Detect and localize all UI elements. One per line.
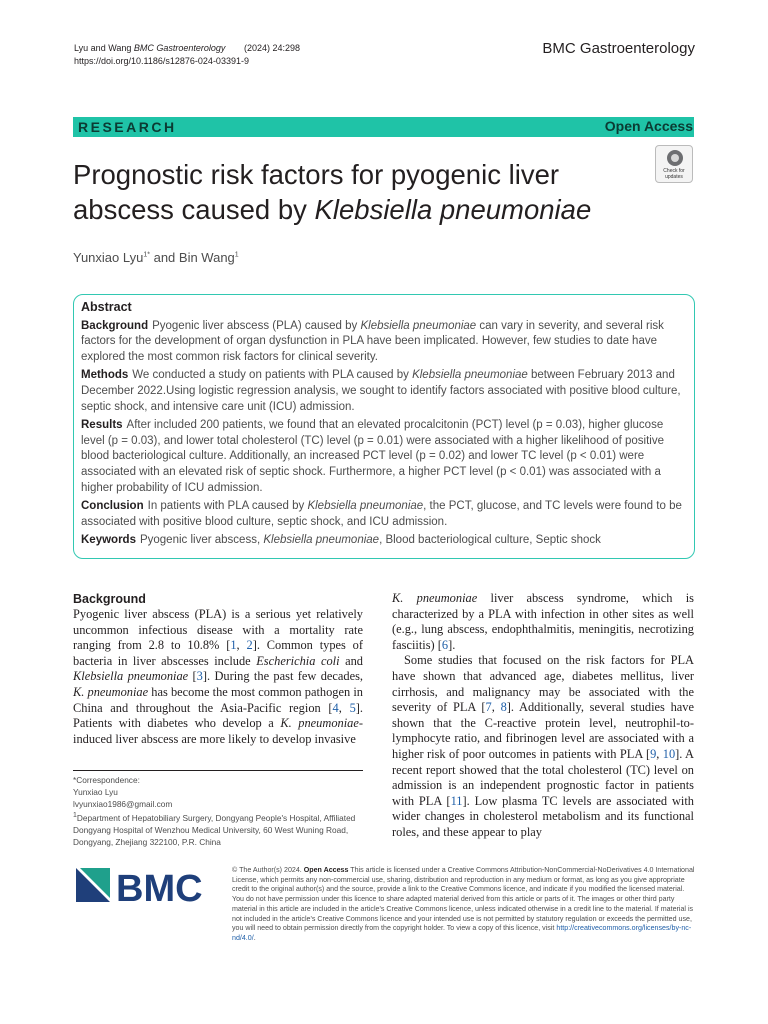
abstract xyxy=(81,300,687,552)
citation-link[interactable]: 11 xyxy=(450,793,463,808)
abstract-methods xyxy=(81,368,687,415)
citation-link[interactable]: 7 xyxy=(485,700,492,715)
species-name: Klebsiella pneumoniae xyxy=(307,500,424,513)
title-species: Klebsiella pneumoniae xyxy=(314,194,592,225)
running-header xyxy=(74,42,300,68)
affiliation-text: Department of Hepatobiliary Surgery, Dongyang People's Hospital, Affiliated Dongyang Hospital of Wenzhou Medical University, 60 West Wuning Road, Dongyang, Zhejiang 322100, P.R. China xyxy=(73,812,356,847)
license-link[interactable]: http://creativecommons.org/licenses/by-nc-nd/4.0/ xyxy=(232,924,692,942)
abstract-background xyxy=(81,319,687,366)
title-text: Prognostic risk factors for pyogenic liver abscess caused by xyxy=(73,159,560,225)
body-text: Some studies that focused on the risk factors for PLA have shown that advanced age, diabetes mellitus, liver cirrhosis, and malignancy may be associated with the severity of PLA [ xyxy=(392,653,694,715)
body-text: -induced liver abscess are more likely to develop invasive xyxy=(73,716,363,746)
species-name: Klebsiella pneumoniae xyxy=(263,534,380,547)
body-text: , xyxy=(236,638,247,653)
abstract-text: Pyogenic liver abscess (PLA) caused by xyxy=(152,319,361,332)
affiliation-sup: 1 xyxy=(73,812,77,819)
license-text: . xyxy=(253,933,256,942)
doi-link[interactable]: https://doi.org/10.1186/s12876-024-03391-9 xyxy=(74,56,249,66)
header-year-volume: (2024) 24:298 xyxy=(243,43,300,53)
bmc-logo-mark xyxy=(76,868,110,902)
keywords-label: Keywords xyxy=(81,534,136,547)
abstract-methods-label: Methods xyxy=(81,369,129,382)
abstract-conclusion-label: Conclusion xyxy=(81,500,144,513)
license-text: This article is licensed under a Creative Commons Attribution-NonCommercial-NoDerivatives 4.0 International License, which permits any non-commercial use, sharing, distribution and reproduction in any medium or format, as long as you give appropriate credit to the original author(s) and the source, provide a link to the Creative Commons licence, and indicate if you modified the licensed material. You do not have permission under this licence to share adapted material derived from this article or parts of it. The images or other third party material in this article are included in the article's Creative Commons licence, unless indicated otherwise in a credit line to the material. If material is not included in the article's Creative Commons licence and your intended use is not permitted by statutory regulation or exceeds the permitted use, you will need to obtain permission directly from the copyright holder. To view a copy of this licence, visit xyxy=(232,866,695,933)
check-for-updates-icon[interactable] xyxy=(655,145,693,183)
keywords-text: , Blood bacteriological culture, Septic shock xyxy=(379,534,601,547)
check-updates-text: Check for updates xyxy=(663,168,685,180)
body-text: , xyxy=(656,746,663,761)
correspondence-label: *Correspondence: xyxy=(73,775,140,785)
citation-link[interactable]: 8 xyxy=(500,700,507,715)
species-name: Klebsiella pneumoniae xyxy=(360,319,477,332)
abstract-text: We conducted a study on patients with PLA caused by xyxy=(132,369,413,382)
body-paragraph xyxy=(73,607,363,747)
body-text: , xyxy=(338,700,350,715)
correspondence-email[interactable]: lvyunxiao1986@gmail.com xyxy=(73,799,173,809)
abstract-text: After included 200 patients, we found that an elevated procalcitonin (PCT) level (p = 0.03), higher glucose level (p = 0.03), and lower total cholesterol (TC) level (p = 0.01) were associated with a higher likelihood of positive blood bacteriological culture. Additionally, an increased PCT level (p = 0.02) and lower TC level (p < 0.01) were associated with an elevated risk of septic shock. Furthermore, a higher PCT level (p < 0.01) was associated with a higher probability of ICU admission. xyxy=(81,419,664,494)
abstract-keywords xyxy=(81,533,687,549)
abstract-text: between February 2013 and December 2022.Using logistic regression analysis, we sought to identify factors associated with positive blood culture, septic shock, and intensive care unit (ICU) admission. xyxy=(81,369,681,413)
citation-link[interactable]: 10 xyxy=(662,746,676,761)
author-conjunction: and xyxy=(149,250,179,265)
body-text: , xyxy=(491,700,501,715)
author-name[interactable]: Bin Wang xyxy=(178,250,235,265)
bmc-logo[interactable] xyxy=(74,866,217,906)
species-name: Escherichia coli xyxy=(256,653,340,668)
body-text: ]. Patients with diabetes who develop a xyxy=(73,700,363,731)
citation-link[interactable]: 9 xyxy=(650,746,657,761)
body-text: ]. Common types of bacteria in liver abscesses include xyxy=(73,638,363,668)
abstract-background-label: Background xyxy=(81,319,149,332)
header-authors: Lyu and Wang xyxy=(74,43,132,53)
body-text: ]. xyxy=(448,637,456,652)
body-paragraph xyxy=(392,653,694,840)
author-list xyxy=(73,250,239,265)
body-text: ]. During the past few decades, xyxy=(202,669,363,684)
body-text: ]. Additionally, several studies have shown that the C-reactive protein level, neutrophil-to-lymphocyte ratio, and fibrinogen level are associated with a higher risk of poor outcomes in patients with PLA [ xyxy=(392,700,694,761)
body-text: ]. A recent report showed that the total cholesterol (TC) level on admission is an independent prognostic factor in patients with PLA [ xyxy=(392,746,694,808)
species-name: K. pneumoniae xyxy=(392,591,478,605)
section-heading: Background xyxy=(73,592,146,606)
open-access-label: Open Access xyxy=(303,866,349,874)
journal-brand: BMC Gastroenterology xyxy=(542,40,695,57)
license-notice xyxy=(232,866,698,944)
author-name[interactable]: Yunxiao Lyu xyxy=(73,250,144,265)
citation-link[interactable]: 5 xyxy=(349,700,356,715)
abstract-text: can vary in severity, and several risk factors for the development of organ dysfunction in PLA have been implicated. However, few studies to date have explored the most common risk factors for clinical severity. xyxy=(81,319,664,363)
abstract-heading: Abstract xyxy=(81,300,132,314)
citation-link[interactable]: 6 xyxy=(441,637,449,652)
body-left-column xyxy=(73,591,363,747)
affiliation xyxy=(73,810,363,848)
abstract-results xyxy=(81,418,687,496)
open-access-label: Open Access xyxy=(604,118,693,134)
citation-link[interactable]: 2 xyxy=(246,638,253,653)
body-right-column xyxy=(392,591,694,841)
species-name: Klebsiella pneumoniae xyxy=(73,669,189,684)
citation-link[interactable]: 3 xyxy=(196,669,203,684)
abstract-results-label: Results xyxy=(81,419,123,432)
footnotes xyxy=(73,774,363,848)
body-text: [ xyxy=(188,669,197,684)
crossmark-icon xyxy=(667,150,683,166)
abstract-text: In patients with PLA caused by xyxy=(147,500,308,513)
footnote-divider xyxy=(73,770,363,771)
copyright-text: © The Author(s) 2024. xyxy=(232,866,304,874)
body-text: and xyxy=(339,653,363,668)
body-text: Pyogenic liver abscess (PLA) is a serious yet relatively uncommon infectious disease with a mortality rate ranging from 2.8 to 10.8% [ xyxy=(73,607,363,653)
header-journal: BMC Gastroenterology xyxy=(133,43,226,53)
author-affiliation-sup: 1 xyxy=(234,251,239,259)
author-affiliation-sup: 1* xyxy=(143,251,150,259)
correspondence-name: Yunxiao Lyu xyxy=(73,787,118,797)
species-name: K. pneumoniae xyxy=(73,684,149,699)
species-name: Klebsiella pneumoniae xyxy=(412,369,528,382)
citation-link[interactable]: 1 xyxy=(230,638,237,653)
abstract-conclusion xyxy=(81,499,687,530)
keywords-text: Pyogenic liver abscess, xyxy=(139,534,264,547)
citation-link[interactable]: 4 xyxy=(332,700,339,715)
body-paragraph xyxy=(392,591,694,653)
body-text: liver abscess syndrome, which is characterized by a PLA with infection in other sites as well (e.g., lung abscess, endophthalmitis, meningitis, necrotizing fasciitis) [ xyxy=(392,591,694,652)
citation-line xyxy=(74,42,300,55)
abstract-text: , the PCT, glucose, and TC levels were found to be associated with positive blood culture, septic shock, and ICU admission. xyxy=(81,500,682,528)
article-title xyxy=(73,157,633,227)
body-text: ]. Low plasma TC levels are associated with wider changes in cholesterol metabolism and its functional roles, and these appear to play xyxy=(392,793,694,839)
species-name: K. pneumoniae xyxy=(280,716,359,731)
section-type-label: RESEARCH xyxy=(78,119,177,135)
body-text: has become the most common pathogen in China and throughout the Asia-Pacific region [ xyxy=(73,684,363,715)
bmc-logo-text: BMC xyxy=(116,868,203,906)
